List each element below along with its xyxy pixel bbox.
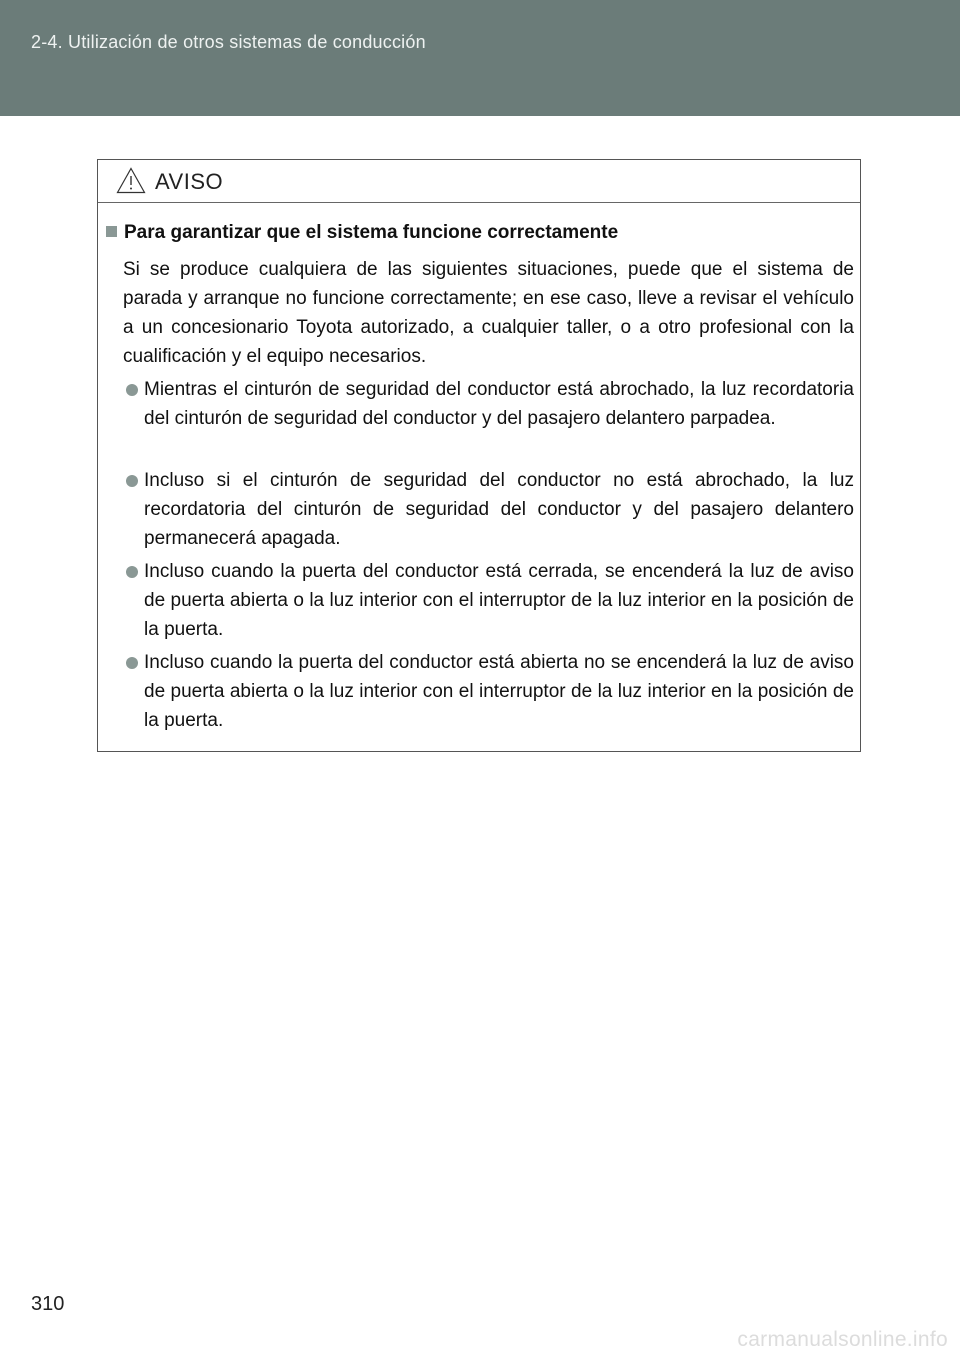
bullet-dot-icon bbox=[126, 384, 138, 396]
list-item bbox=[144, 557, 854, 644]
list-item-text: Incluso cuando la puerta del conductor está abierta no se encenderá la luz de aviso de puerta abierta o la luz interior con el interruptor de la luz interior en la posición de la puerta. bbox=[144, 652, 854, 731]
intro-paragraph: Si se produce cualquiera de las siguientes situaciones, puede que el sistema de parada y arranque no funcione correctamente; en ese caso, lleve a revisar el vehículo a un concesionario Toyota autorizado, a cualquier taller, o a otro profesional con la cualificación y el equipo necesarios. bbox=[123, 259, 854, 367]
warning-box bbox=[97, 159, 861, 752]
warning-header bbox=[98, 160, 860, 203]
list-item bbox=[144, 466, 854, 553]
list-item-text: Incluso cuando la puerta del conductor está cerrada, se encenderá la luz de aviso de puerta abierta o la luz interior con el interruptor de la luz interior en la posición de la puerta. bbox=[144, 561, 854, 640]
warning-label: AVISO bbox=[155, 169, 224, 194]
list-item bbox=[144, 375, 854, 433]
bullet-dot-icon bbox=[126, 657, 138, 669]
section-heading bbox=[106, 222, 618, 244]
watermark: carmanualsonline.info bbox=[737, 1328, 948, 1351]
bullet-dot-icon bbox=[126, 566, 138, 578]
list-item-text: Incluso si el cinturón de seguridad del conductor no está abrochado, la luz recordatoria del cinturón de seguridad del conductor y del pasajero delantero permanecerá apagada. bbox=[144, 470, 854, 549]
square-bullet-icon bbox=[106, 226, 117, 237]
list-item bbox=[144, 648, 854, 735]
bullet-dot-icon bbox=[126, 475, 138, 487]
warning-triangle-icon bbox=[116, 167, 146, 194]
chapter-header-bar bbox=[0, 0, 960, 116]
page-number: 310 bbox=[31, 1293, 65, 1315]
section-heading-text: Para garantizar que el sistema funcione correctamente bbox=[124, 222, 619, 243]
chapter-title: 2-4. Utilización de otros sistemas de conducción bbox=[31, 32, 426, 52]
list-item-text: Mientras el cinturón de seguridad del conductor está abrochado, la luz recordatoria del cinturón de seguridad del conductor y del pasajero delantero parpadea. bbox=[144, 379, 854, 429]
